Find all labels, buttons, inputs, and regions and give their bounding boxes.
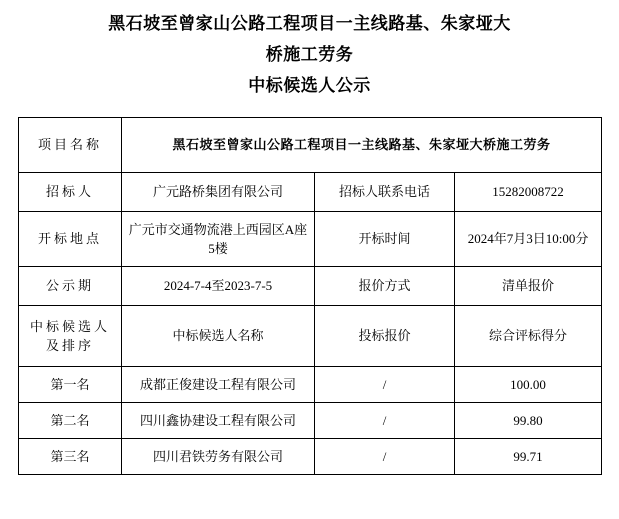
candidates-label: 中标候选人及排序 (19, 306, 122, 367)
candidate-score: 100.00 (455, 367, 602, 403)
table-row (19, 212, 602, 267)
publicity-period-label: 公示期 (19, 267, 122, 306)
bid-open-time-value: 2024年7月3日10:00分 (455, 212, 602, 267)
candidate-price: / (315, 439, 455, 475)
candidate-score: 99.80 (455, 403, 602, 439)
page-title-line-1: 黑石坡至曾家山公路工程项目一主线路基、朱家垭大 (108, 14, 511, 33)
bid-open-place-label: 开标地点 (19, 212, 122, 267)
tenderer-contact-value: 15282008722 (455, 173, 602, 212)
table-row (19, 439, 602, 475)
candidate-rank: 第二名 (19, 403, 122, 439)
candidate-name: 四川鑫协建设工程有限公司 (122, 403, 315, 439)
bid-open-place-value: 广元市交通物流港上西园区A座5楼 (122, 212, 315, 267)
candidate-score: 99.71 (455, 439, 602, 475)
table-row (19, 118, 602, 173)
candidate-name: 四川君铁劳务有限公司 (122, 439, 315, 475)
page-title (0, 0, 619, 101)
candidate-rank: 第一名 (19, 367, 122, 403)
candidate-price: / (315, 367, 455, 403)
page-title-line-2: 桥施工劳务 (265, 45, 354, 64)
table-row (19, 306, 602, 367)
table-row (19, 267, 602, 306)
candidate-rank: 第三名 (19, 439, 122, 475)
table-row (19, 173, 602, 212)
candidate-name: 成都正俊建设工程有限公司 (122, 367, 315, 403)
page-title-line-3: 中标候选人公示 (248, 76, 371, 95)
tenderer-value: 广元路桥集团有限公司 (122, 173, 315, 212)
candidate-name-header: 中标候选人名称 (122, 306, 315, 367)
score-header: 综合评标得分 (455, 306, 602, 367)
bid-open-time-label: 开标时间 (315, 212, 455, 267)
quote-method-value: 清单报价 (455, 267, 602, 306)
quote-method-label: 报价方式 (315, 267, 455, 306)
bid-result-table-wrapper (18, 117, 601, 475)
tenderer-label: 招标人 (19, 173, 122, 212)
publicity-period-value: 2024-7-4至2023-7-5 (122, 267, 315, 306)
candidate-price: / (315, 403, 455, 439)
bid-price-header: 投标报价 (315, 306, 455, 367)
table-row (19, 403, 602, 439)
project-name-value: 黑石坡至曾家山公路工程项目一主线路基、朱家垭大桥施工劳务 (122, 118, 602, 173)
table-row (19, 367, 602, 403)
project-name-label: 项目名称 (19, 118, 122, 173)
tenderer-contact-label: 招标人联系电话 (315, 173, 455, 212)
bid-result-table (18, 117, 602, 475)
